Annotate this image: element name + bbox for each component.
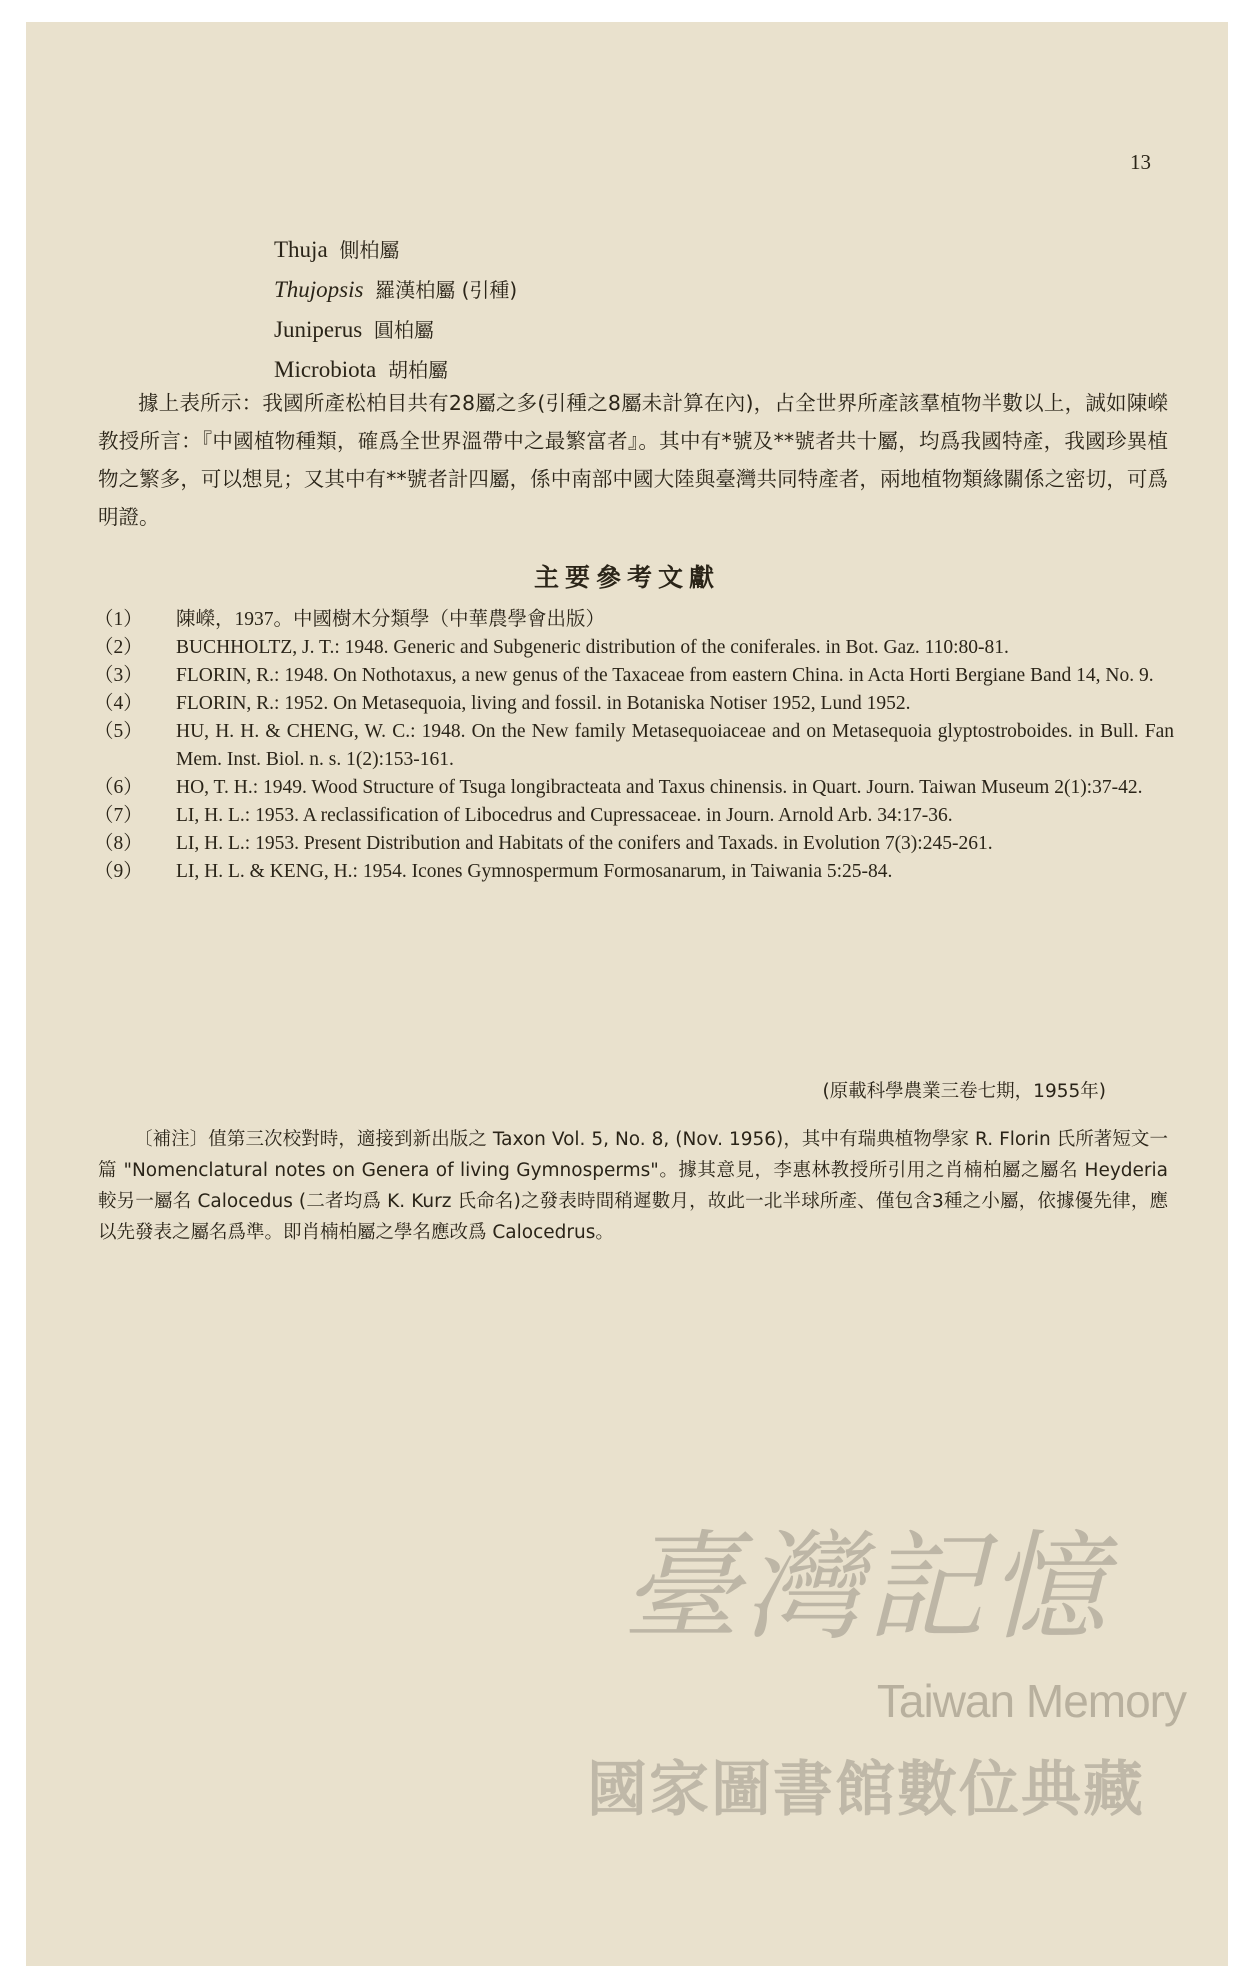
reference-number: （4） — [94, 693, 143, 714]
watermark-chinese: 國家圖書館數位典藏 — [587, 1755, 1145, 1825]
genus-name: Thujopsis — [274, 277, 364, 302]
reference-number: （1） — [94, 609, 143, 630]
genus-chinese-name: 胡柏屬 — [387, 358, 448, 382]
page-number: 13 — [1130, 150, 1151, 174]
genus-name: Thuja — [274, 237, 328, 262]
reference-item — [94, 690, 1174, 718]
supplement-note: 〔補注〕值第三次校對時，適接到新出版之 Taxon Vol. 5, No. 8, (Nov. 1956)，其中有瑞典植物學家 R. Florin 氏所著短文一篇 "Nomenclatural notes on Genera of living Gymnosperms"。據其意見，李惠林教授所引用之肖楠柏屬之屬名 Heyderia 較另一屬名 Calocedus (二者均爲 K. Kurz 氏命名)之發表時間稍遲數月，故此一北半球所產、僅包含3種之小屬，依據優先律，應以先發表之屬名爲準。即肖楠柏屬之學名應改爲 Calocedrus。 — [98, 1129, 1168, 1243]
reference-number: （8） — [94, 833, 143, 854]
genus-chinese-name: 側柏屬 — [339, 238, 400, 262]
source-note: (原載科學農業三卷七期，1955年) — [822, 1081, 1106, 1102]
genus-name: Microbiota — [274, 357, 377, 382]
reference-text: FLORIN, R.: 1952. On Metasequoia, living and fossil. in Botaniska Notiser 1952, Lund 1952. — [176, 693, 911, 714]
body-paragraph: 據上表所示：我國所產松柏目共有28屬之多(引種之8屬未計算在內)，占全世界所產該羣植物半數以上，誠如陳嶸教授所言：『中國植物種類，確爲全世界溫帶中之最繁富者』。其中有*號及**號者共十屬，均爲我國特產，我國珍異植物之繁多，可以想見；又其中有**號者計四屬，係中南部中國大陸與臺灣共同特產者，兩地植物類緣關係之密切，可爲明證。 — [98, 391, 1168, 529]
reference-item — [94, 802, 1174, 830]
genus-row — [274, 310, 517, 350]
reference-text: LI, H. L.: 1953. A reclassification of Libocedrus and Cupressaceae. in Journ. Arnold Arb. 34:17-36. — [176, 805, 953, 826]
genus-chinese-name: 羅漢柏屬 (引種) — [375, 278, 518, 302]
reference-number: （6） — [94, 777, 143, 798]
reference-text: HO, T. H.: 1949. Wood Structure of Tsuga longibracteata and Taxus chinensis. in Quart. Journ. Taiwan Museum 2(1):37-42. — [176, 777, 1143, 798]
watermark-english: Taiwan Memory — [876, 1675, 1186, 1727]
genus-list — [274, 230, 517, 390]
reference-text: 陳嶸，1937。中國樹木分類學（中華農學會出版） — [176, 609, 606, 630]
reference-item — [94, 606, 1174, 634]
document-page — [26, 22, 1228, 1966]
reference-item — [94, 774, 1174, 802]
reference-text: FLORIN, R.: 1948. On Nothotaxus, a new genus of the Taxaceae from eastern China. in Acta Horti Bergiane Band 14, No. 9. — [176, 665, 1154, 686]
watermark — [546, 1492, 1186, 1842]
reference-text: LI, H. L.: 1953. Present Distribution and Habitats of the conifers and Taxads. in Evolution 7(3):245-261. — [176, 833, 993, 854]
references-heading: 主要參考文獻 — [533, 563, 720, 592]
reference-item — [94, 662, 1174, 690]
reference-number: （9） — [94, 861, 143, 882]
reference-item — [94, 858, 1174, 886]
reference-item — [94, 830, 1174, 858]
reference-number: （5） — [94, 721, 143, 742]
reference-text: LI, H. L. & KENG, H.: 1954. Icones Gymnospermum Formosanarum, in Taiwania 5:25-84. — [176, 861, 893, 882]
genus-row — [274, 230, 517, 270]
reference-number: （7） — [94, 805, 143, 826]
reference-text: HU, H. H. & CHENG, W. C.: 1948. On the New family Metasequoiaceae and on Metasequoia glyptostroboides. in Bull. Fan Mem. Inst. Biol. n. s. 1(2):153-161. — [176, 721, 1174, 770]
watermark-brush-text: 臺灣記憶 — [621, 1518, 1110, 1656]
reference-number: （3） — [94, 665, 143, 686]
genus-chinese-name: 圓柏屬 — [373, 318, 434, 342]
reference-number: （2） — [94, 637, 143, 658]
genus-row — [274, 270, 517, 310]
reference-item — [94, 718, 1174, 774]
genus-name: Juniperus — [274, 317, 363, 342]
reference-item — [94, 634, 1174, 662]
reference-text: BUCHHOLTZ, J. T.: 1948. Generic and Subgeneric distribution of the coniferales. in Bot. Gaz. 110:80-81. — [176, 637, 1009, 658]
reference-list — [94, 606, 1174, 886]
